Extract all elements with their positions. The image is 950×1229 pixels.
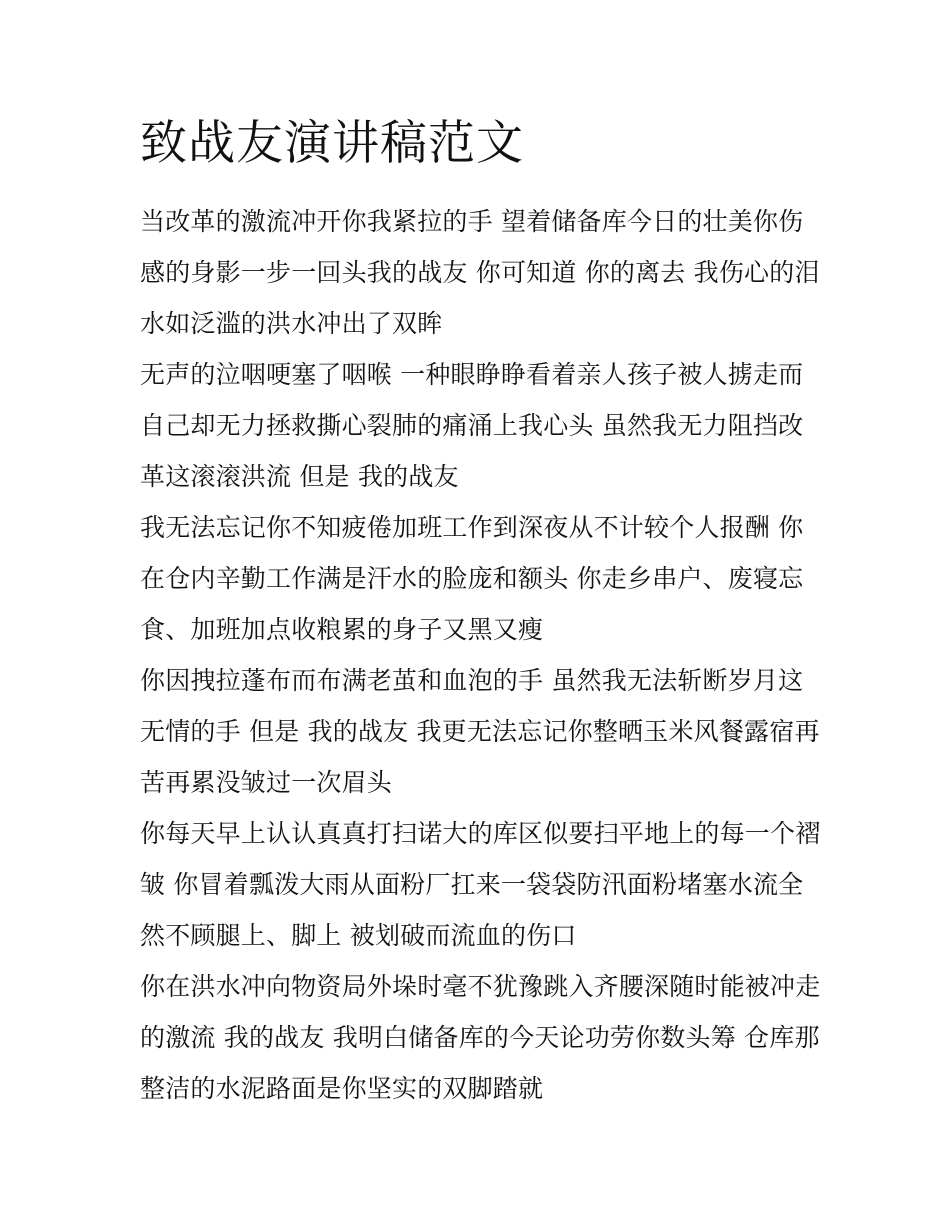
paragraph-6: [140, 961, 820, 1114]
text-line: 苦再累没皱过一次眉头: [140, 768, 393, 797]
document-body: [140, 196, 820, 1114]
paragraph-2: [140, 349, 820, 502]
document-title: 致战友演讲稿范文: [140, 116, 524, 171]
text-line: 你因拽拉蓬布而布满老茧和血泡的手 虽然我无法斩断岁月这: [140, 666, 804, 695]
text-line: 的激流 我的战友 我明白储备库的今天论功劳你数头筹 仓库那: [140, 1023, 820, 1052]
text-line: 感的身影一步一回头我的战友 你可知道 你的离去 我伤心的泪: [140, 258, 820, 287]
text-line: 食、加班加点收粮累的身子又黑又瘦: [140, 615, 544, 644]
text-line: 我无法忘记你不知疲倦加班工作到深夜从不计较个人报酬 你: [140, 513, 804, 542]
text-line: 在仓内辛勤工作满是汗水的脸庞和额头 你走乡串户、废寝忘: [140, 564, 804, 593]
text-line: 整洁的水泥路面是你坚实的双脚踏就: [140, 1074, 544, 1103]
text-line: 你每天早上认认真真打扫诺大的库区似要扫平地上的每一个褶: [140, 819, 821, 848]
paragraph-5: [140, 808, 820, 961]
text-line: 革这滚滚洪流 但是 我的战友: [140, 462, 459, 491]
text-line: 你在洪水冲向物资局外垛时毫不犹豫跳入齐腰深随时能被冲走: [140, 972, 821, 1001]
text-line: 无声的泣咽哽塞了咽喉 一种眼睁睁看着亲人孩子被人掳走而: [140, 360, 804, 389]
paragraph-4: [140, 655, 820, 808]
text-line: 皱 你冒着瓢泼大雨从面粉厂扛来一袋袋防汛面粉堵塞水流全: [140, 870, 804, 899]
text-line: 然不顾腿上、脚上 被划破而流血的伤口: [140, 921, 577, 950]
text-line: 自己却无力拯救撕心裂肺的痛涌上我心头 虽然我无力阻挡改: [140, 411, 804, 440]
paragraph-3: [140, 502, 820, 655]
text-line: 水如泛滥的洪水冲出了双眸: [140, 309, 443, 338]
paragraph-1: [140, 196, 820, 349]
text-line: 当改革的激流冲开你我紧拉的手 望着储备库今日的壮美你伤: [140, 207, 804, 236]
text-line: 无情的手 但是 我的战友 我更无法忘记你整晒玉米风餐露宿再: [140, 717, 820, 746]
